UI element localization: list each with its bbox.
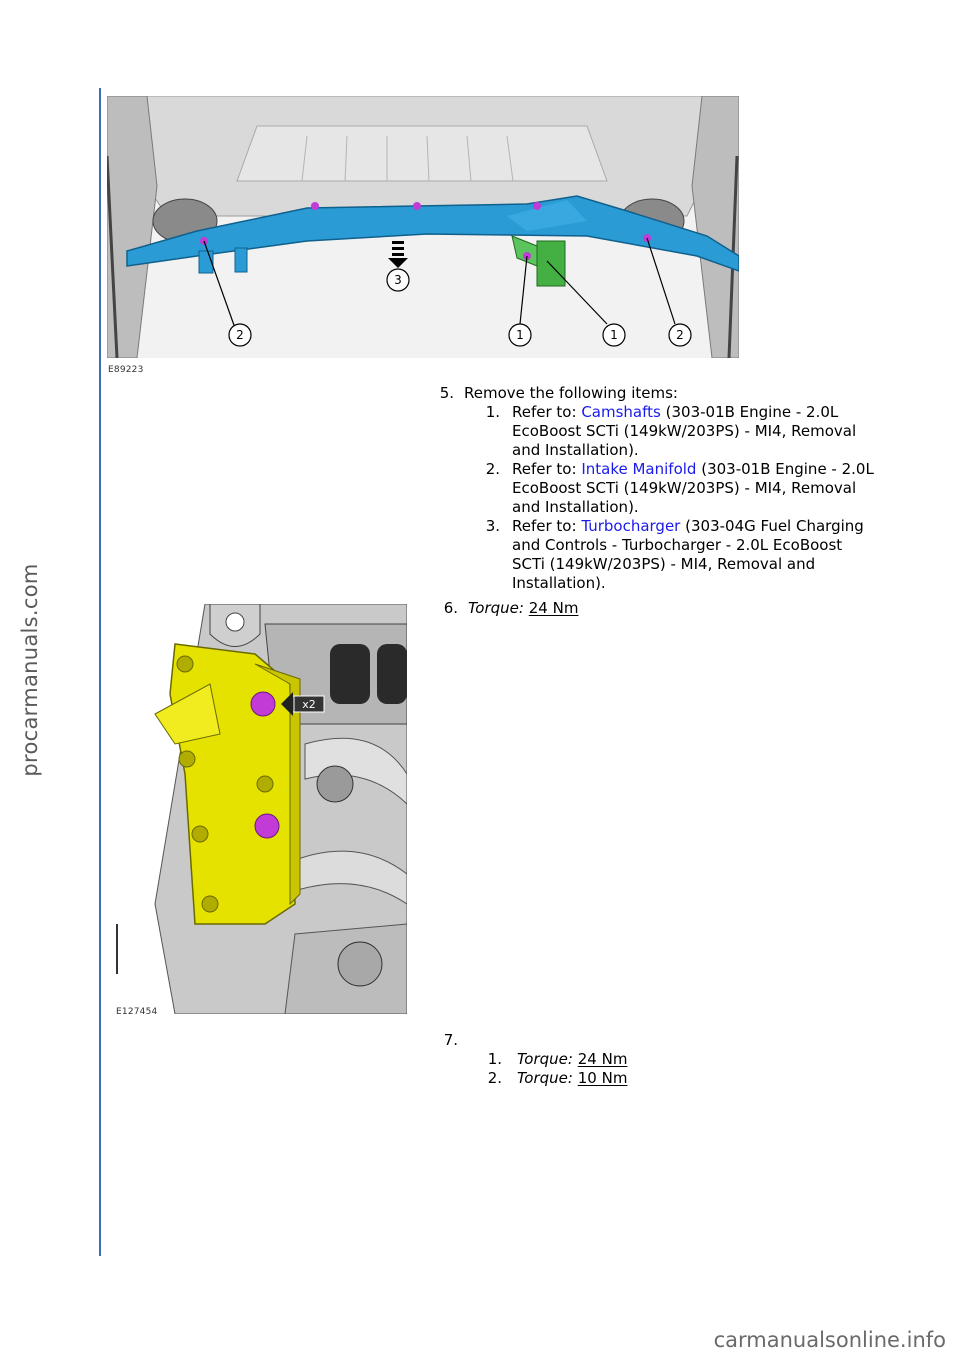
ref-line: and Controls - Turbocharger - 2.0L EcoBoost: [512, 536, 843, 554]
substep-ref: [512, 517, 864, 536]
ref-line: (303-04G Fuel Charging: [685, 517, 864, 535]
link-turbocharger[interactable]: Turbocharger: [581, 517, 681, 535]
ref-line: (303-01B Engine - 2.0L: [665, 403, 839, 421]
bracket-illustration: [115, 604, 407, 1014]
callout-3: 3: [394, 273, 402, 287]
ref-line: EcoBoost SCTi (149kW/203PS) - MI4, Removal: [512, 479, 857, 497]
torque-value: 24 Nm: [528, 599, 579, 617]
link-camshafts[interactable]: Camshafts: [581, 403, 661, 421]
substep-ref: [512, 460, 874, 479]
refer-label: Refer to:: [512, 403, 577, 421]
callout-2-left: 2: [236, 328, 244, 342]
step-number: 5.: [439, 384, 454, 402]
torque-spec: [517, 1050, 627, 1069]
step-number: 7.: [443, 1031, 458, 1049]
torque-label: Torque:: [468, 599, 524, 617]
link-intake-manifold[interactable]: Intake Manifold: [581, 460, 697, 478]
torque-value: 10 Nm: [577, 1069, 628, 1087]
callout-1-left: 1: [516, 328, 524, 342]
substep-number: 1.: [485, 403, 500, 421]
ref-line: SCTi (149kW/203PS) - MI4, Removal and: [512, 555, 816, 573]
substep-number: 3.: [485, 517, 500, 535]
step-number: 6.: [443, 599, 458, 617]
x2-callout: x2: [302, 698, 316, 711]
ref-line: Installation).: [512, 574, 606, 592]
ref-line: EcoBoost SCTi (149kW/203PS) - MI4, Removal: [512, 422, 857, 440]
torque-label: Torque:: [517, 1050, 573, 1068]
callout-2-right: 2: [676, 328, 684, 342]
callout-1-right: 1: [610, 328, 618, 342]
figure-code: E89223: [108, 365, 144, 375]
torque-label: Torque:: [517, 1069, 573, 1087]
refer-label: Refer to:: [512, 460, 577, 478]
torque-spec: [468, 599, 578, 618]
refer-label: Refer to:: [512, 517, 577, 535]
substep-ref: [512, 403, 838, 422]
ref-line: and Installation).: [512, 498, 639, 516]
bottom-watermark: carmanualsonline.info: [713, 1328, 946, 1352]
step-text: Remove the following items:: [464, 384, 678, 402]
ref-line: (303-01B Engine - 2.0L: [701, 460, 874, 478]
side-watermark: procarmanuals.com: [18, 563, 42, 777]
figure-engine-bracket: [115, 604, 407, 1014]
figure-code: E127454: [116, 1007, 158, 1017]
ref-line: and Installation).: [512, 441, 639, 459]
substep-number: 2.: [485, 460, 500, 478]
torque-spec: [517, 1069, 627, 1088]
torque-value: 24 Nm: [577, 1050, 628, 1068]
substep-number: 2.: [487, 1069, 502, 1087]
substep-number: 1.: [487, 1050, 502, 1068]
